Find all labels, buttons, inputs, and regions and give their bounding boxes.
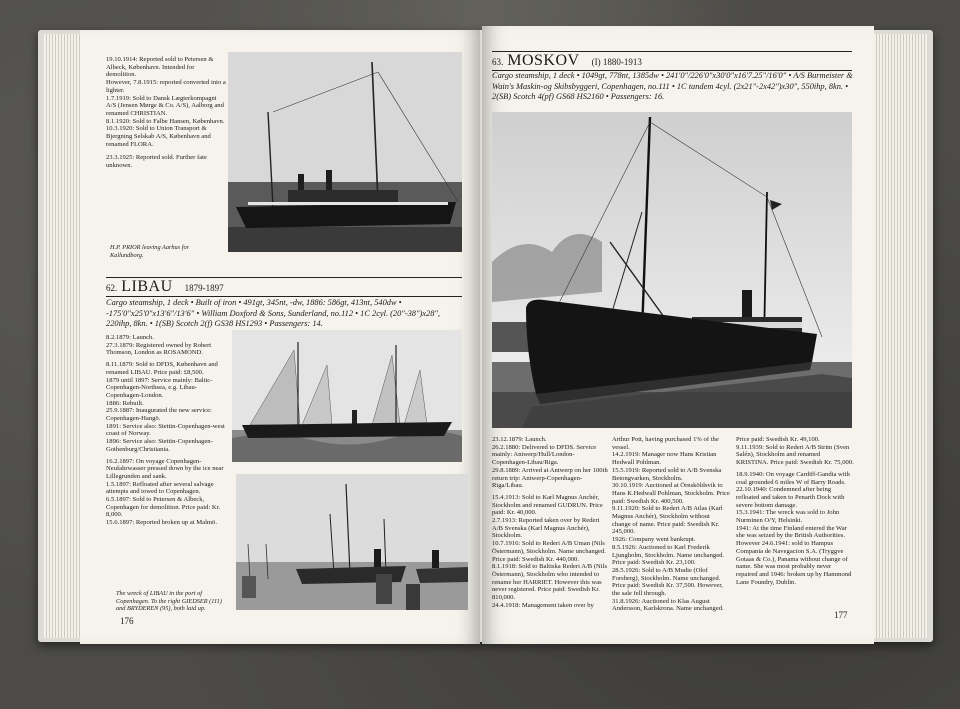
history-line: 18.9.1940: On voyage Cardiff-Gandia with coal grounded 6 miles W of Barry Roads. (736, 470, 850, 486)
photo-libau-wreck (236, 474, 468, 610)
history-line: Price paid: Swedish Kr. 49,100. (736, 436, 820, 443)
history-line: 23.3.1925: Reported sold. Further fate unknown. (106, 154, 207, 170)
history-line: Arthur Pott, having purchased 1% of the vessel. (612, 436, 719, 451)
history-line: 27.3.1879: Registered owned by Robert Thomson, London as ROSAMOND. (106, 341, 212, 357)
history-line: 29.8.1889: Arrived at Antwerp on her 100th return trip: Antwerp-Copenhagen-Riga/Libau. (492, 466, 608, 490)
history-line: 2.7.1913: Reported taken over by Rederi A/B Svenska (Karl Magnus Anchér), Stockholm. (492, 517, 600, 540)
history-line: 24.4.1918: Management taken over by (492, 601, 594, 609)
history-line: 25.9.1887: Inaugurated the new service: Copenhagen-Hangö. (106, 407, 212, 423)
history-line: 14.2.1919: Manager now Hans Kristian Hedwall Pohlman. (612, 451, 717, 467)
history-line: 26.2.1880: Delivered to DFDS. Service mainly: Antwerp/Hull/London-Copenhagen-Libau/Riga. (492, 443, 597, 467)
history-line: 8.1.1920: Sold to Falbe Hansen, København. (106, 117, 225, 125)
history-line: 1941: At the time Finland entered the War she was seized by the British Authorities. (736, 524, 847, 540)
history-moskov-col1 (492, 436, 608, 609)
ship-name-moskov: MOSKOV (507, 52, 580, 69)
page-number-right: 177 (834, 610, 848, 620)
entry-years: 1879-1897 (184, 283, 224, 293)
history-line: 1896: Service also: Stettin-Copenhagen-Gothenburg/Christiania. (106, 438, 213, 453)
left-page (80, 30, 480, 644)
entry-number: 63. (492, 57, 504, 67)
history-line: 1.7.1919: Sold to Dansk Lægterkompagni A/S (Jensen Mørge & Co. A/S), Aalborg and renamed CHRISTIAN. (106, 94, 224, 117)
top-history-list (106, 56, 226, 170)
history-line: 30.10.1919: Auctioned at Örnsköldsvik to Hans K.Hedwall Pohlman, Stockholm. Price paid: Swedish Kr. 400,500. (612, 482, 730, 505)
page-number-left: 176 (120, 616, 134, 626)
history-line: 31.8.1926: Auctioned to Klas August Andersson, Karlskrona. Name unchanged. (612, 597, 724, 613)
history-line: 8.2.1879: Launch. (106, 334, 154, 341)
entry-bottom-rule (106, 296, 462, 297)
history-line: 10.7.1916: Sold to Rederi A/B Uman (Nils Östermann), Stockholm. Name unchanged. Price paid: Swedish Kr. 440,000. (492, 540, 606, 563)
history-line: 10.3.1920: Sold to Union Transport & Bjergning Selskab A/S, København and renamed FLORA. (106, 125, 211, 148)
history-line: 8.11.1879: Sold to DFDS, København and renamed LIBAU. Price paid: £8,500. (106, 361, 218, 376)
page-edges-right (873, 34, 927, 638)
history-line: 1.5.1897: Refloated after several salvage attempts and towed to Copenhagen. (106, 480, 214, 496)
photo-libau-sailing (232, 330, 462, 462)
history-line: 28.5.1926: Sold to A/B Mudie (Olof Forsberg), Stockholm. Name unchanged. Price paid: Swedish Kr. 37,500. However, the sale fell through. (612, 566, 723, 598)
ship-spec-moskov: Cargo steamship, 1 deck • 1049gt, 778nt, 1385dw • 241'0"/226'0"x30'0"x16'7.25"/16'0" • A/S Burmeister & Wain's Maskin-og Skibsbyggeri, Copenhagen, no.111 • 1C tandem 4cyl. (2x21"-2x42")x30", 550ihp, 8kn. • 2(SB) Scotch 4(pf) GS68 HS2160 • Passengers: 16. (492, 71, 853, 101)
history-line: 15.3.1941: The wreck was sold to John Nurminen O/Y, Helsinki. (736, 509, 840, 525)
history-line: However 24.6.1941: sold to Hampus Compania de Navegacion S.A. (Tryggve Gotaas & Co.), Panama without change of name. She was most probably never repaired and 1946: broken up by Hammond Lane Foundry, Dublin. (736, 540, 852, 586)
history-line: 8.5.1926: Auctioned to Karl Frederik Ljungholm, Stockholm. Name unchanged. Price paid: Swedish Kr. 23,100. (612, 543, 725, 567)
photo-caption-top: H.P. PRIOR leaving Aarhus for Kallundborg. (110, 244, 190, 259)
history-line: 16.2.1897: On voyage Copenhagen-Neufahrwasser pressed down by the ice near Lillegrunden and sank. (106, 457, 224, 480)
history-moskov-col3 (736, 436, 854, 586)
photo-moskov (492, 112, 852, 428)
history-line: 15.6.1897: Reported broken up at Malmö. (106, 519, 217, 527)
history-line: 1886: Rebuilt. (106, 399, 144, 407)
entry-heading-62 (106, 278, 224, 296)
history-line: However, 7.8.1915: reported converted into a lighter. (106, 79, 226, 94)
entry-number: 62. (106, 283, 118, 293)
history-line: 1879 until 1897: Service mainly: Baltic-Copenhagen-Northsea, e.g. Libau-Copenhagen-London. (106, 376, 213, 399)
right-page (482, 26, 874, 644)
entry-years: (I) 1880-1913 (591, 57, 642, 67)
history-libau (106, 334, 228, 527)
photo-hp-prior (228, 52, 462, 252)
history-line: 9.11.1939: Sold to Rederi A/B Strim (Sven Salén), Stockholm and renamed KRISTINA. Price paid: Swedish Kr. 75,000. (736, 443, 854, 467)
ship-name-libau: LIBAU (121, 278, 173, 295)
page-edges-left (44, 34, 84, 638)
history-moskov-col2 (612, 436, 730, 613)
photo-caption-bottom: The wreck of LIBAU in the port of Copenhagen. To the right GIEDSER (111) and BRYDEREN (95), both laid up. (116, 590, 222, 613)
history-line: 23.12.1879: Launch. (492, 436, 547, 443)
history-line: 1926: Company went bankrupt. (612, 536, 696, 544)
history-line: 22.10.1940: Condemned after being refloated and taken to Penarth Dock with severe bottom damage. (736, 486, 845, 509)
entry-heading-63 (492, 52, 642, 70)
history-line: 8.1.1918: Sold to Baltiska Rederi A/B (Nils Östermann), Stockholm who intended to rename her HARRIET. However this was never registered. Price paid: Swedish Kr. 810,000. (492, 563, 608, 602)
ship-spec-libau: Cargo steamship, 1 deck • Built of iron • 491gt, 345nt, -dw, 1886: 586gt, 413nt, 540dw • -175'0"x25'0"x13'6"/13'6" • William Doxford & Sons, Sunderland, no.112 • 1C 2cyl. (20"-38")x28", 220ihp, 8kn. • 1(SB) Scotch 2(f) GS38 HS1293 • Passengers: 14. (106, 298, 440, 328)
history-line: 9.11.1920: Sold to Rederi A/B Atlas (Karl Magnus Anchér), Stockholm without change of name. Price paid: Swedish Kr. 245,000. (612, 505, 723, 536)
history-line: 1891: Service also: Stettin-Copenhagen-west coast of Norway. (106, 422, 225, 438)
history-line: 6.5.1897: Sold to Petersen & Albeck, Copenhagen for demolition. Price paid: Kr. 8,000. (106, 496, 221, 519)
history-line: 15.4.1913: Sold to Karl Magnus Anchér, Stockholm and renamed GUDRUN. Price paid: Kr. 40,000. (492, 493, 603, 517)
history-line: 15.5.1919: Reported sold to A/B Svenska Betongvarken, Stockholm. (612, 466, 722, 482)
history-line: 19.10.1914: Reported sold to Petersen & Albeck, København. Intended for demolition. (106, 56, 214, 79)
